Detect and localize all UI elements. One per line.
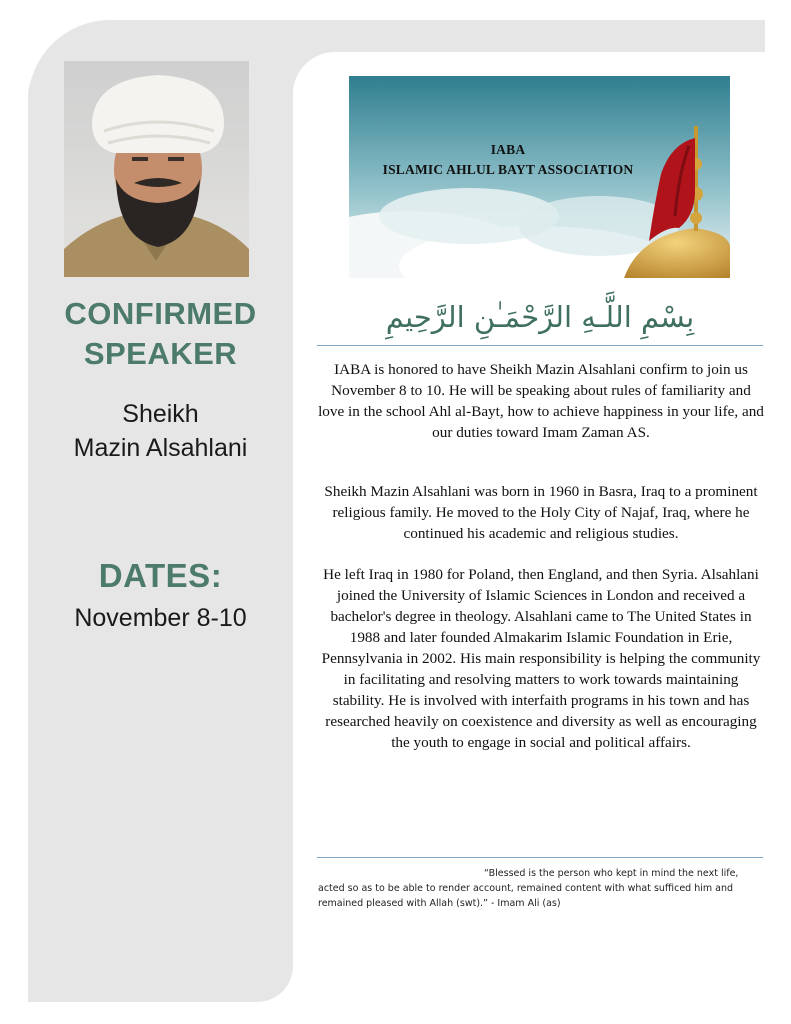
confirmed-heading-line2: SPEAKER [83,336,238,371]
speaker-photo [64,61,249,277]
divider-bottom [317,857,763,858]
banner-acronym: IABA [490,142,526,157]
confirmed-heading-line1: CONFIRMED [64,296,257,331]
iaba-banner [349,76,730,278]
dates-heading: DATES: [98,557,223,594]
divider-top [317,345,763,346]
basmala-calligraphy: بِسْمِ اللَّـهِ الرَّحْمَـٰنِ الرَّحِيمِ [385,300,695,334]
banner-org-name: ISLAMIC AHLUL BAYT ASSOCIATION [382,162,634,177]
speaker-title: Sheikh [122,400,199,428]
biography-paragraph-2: He left Iraq in 1980 for Poland, then England, and then Syria. Alsahlani joined the University of Islamic Sciences in London and received a bachelor's degree in theology. Alsahlani came to The United States in 1988 and later founded Almakarim Islamic Foundation in Erie, Pennsylvania in 2002. His main responsibility is helping the community in facilitating and resolving matters to work towards maintaining stability. He is involved with interfaith programs in his town and has researched heavily on coexistence and diversity as well as encouraging the youth to engage in social and political affairs. [321,566,761,751]
dates-value: November 8-10 [74,604,247,632]
imam-ali-quote: “Blessed is the person who kept in mind the next life, acted so as to be able to render account, remained content with what sufficed him and remained pleased with Allah (swt).” - Imam Ali (as) [318,868,739,909]
speaker-name: Mazin Alsahlani [73,434,248,462]
biography-paragraph-1: Sheikh Mazin Alsahlani was born in 1960 in Basra, Iraq to a prominent religious family. He moved to the Holy City of Najaf, Iraq, where he continued his academic and religious studies. [324,483,758,542]
announcement-paragraph: IABA is honored to have Sheikh Mazin Alsahlani confirm to join us November 8 to 10. He will be speaking about rules of familiarity and love in the school Ahl al-Bayt, how to achieve happiness in your life, and our duties toward Imam Zaman AS. [318,361,764,441]
